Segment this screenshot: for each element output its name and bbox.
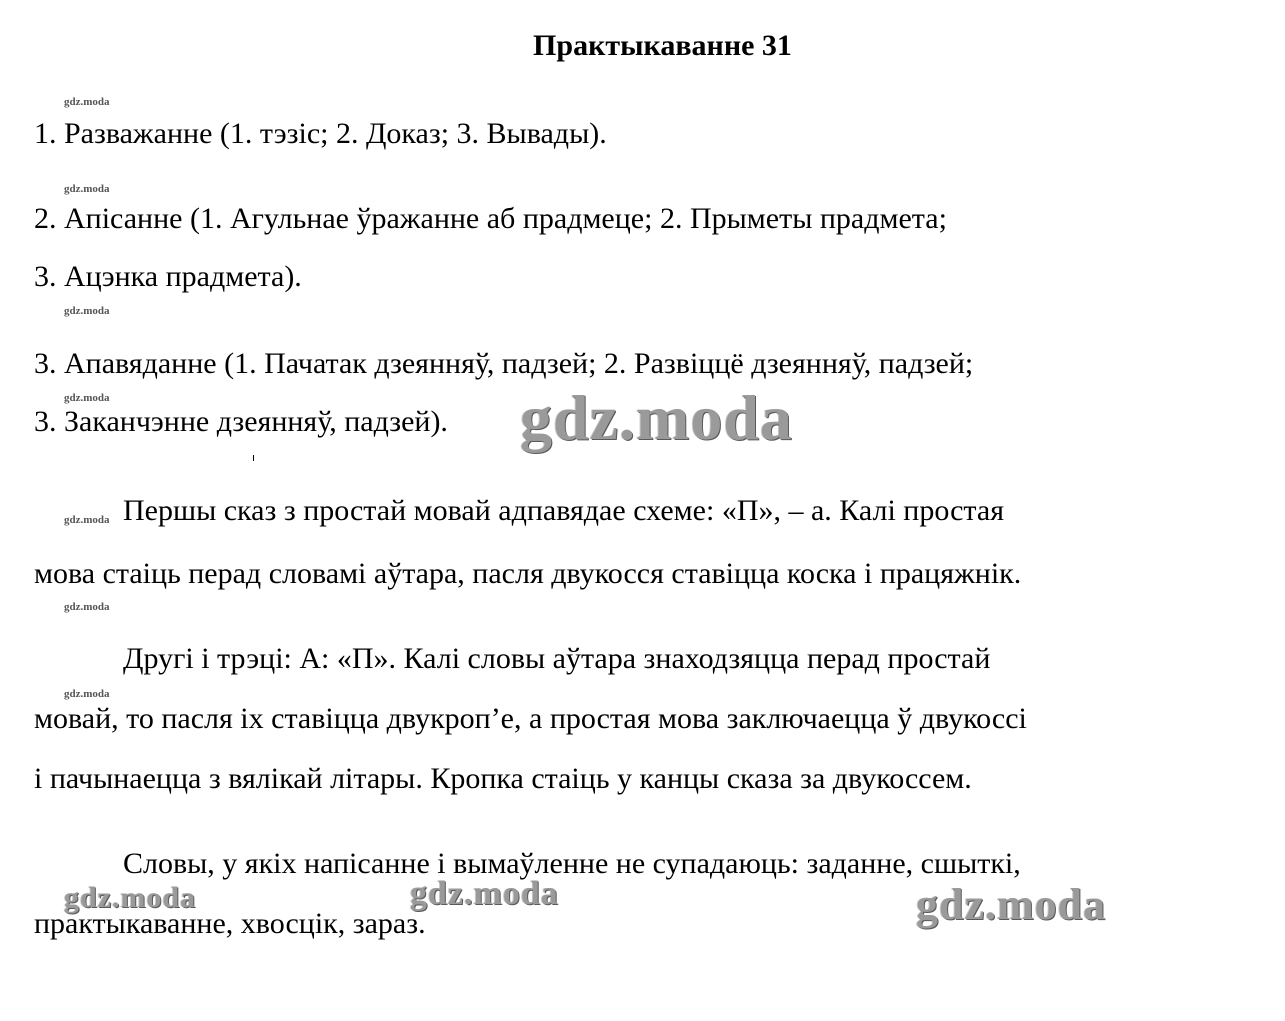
- text-line: Другі і трэці: А: «П». Калі словы аўтара знаходзяцца перад простай: [123, 642, 991, 675]
- text-line: і пачынаецца з вялікай літары. Кропка стаіць у канцы сказа за двукоссем.: [34, 762, 972, 795]
- watermark-large: gdz.moda: [520, 382, 793, 453]
- stray-mark: [253, 455, 254, 461]
- watermark-medium: gdz.moda: [410, 875, 559, 912]
- text-line: мова стаіць перад словамі аўтара, пасля двукосся ставіцца коска і працяжнік.: [34, 557, 1022, 590]
- watermark-small: gdz.moda: [64, 514, 110, 526]
- text-line: Словы, у якіх напісанне і вымаўленне не супадаюць: заданне, сшыткі,: [123, 847, 1021, 880]
- text-line: 3. Заканчэнне дзеянняў, падзей).: [34, 405, 448, 438]
- watermark-small: gdz.moda: [64, 183, 110, 195]
- watermark-medium: gdz.moda: [64, 881, 197, 914]
- watermark-medium: gdz.moda: [916, 880, 1107, 929]
- watermark-small: gdz.moda: [64, 96, 110, 108]
- watermark-small: gdz.moda: [64, 305, 110, 317]
- text-line: Першы сказ з простай мовай адпавядае схеме: «П», – а. Калі простая: [123, 494, 1005, 527]
- watermark-small: gdz.moda: [64, 392, 110, 404]
- text-line: 3. Апавяданне (1. Пачатак дзеянняў, падзей; 2. Развіццё дзеянняў, падзей;: [34, 347, 974, 380]
- watermark-small: gdz.moda: [64, 688, 110, 700]
- text-line: практыкаванне, хвосцік, зараз.: [34, 907, 426, 940]
- text-line: 2. Апісанне (1. Агульнае ўражанне аб прадмеце; 2. Прыметы прадмета;: [34, 202, 947, 235]
- watermark-small: gdz.moda: [64, 601, 110, 613]
- text-line: мовай, то пасля іх ставіцца двукроп’е, а простая мова заключаецца ў двукоссі: [34, 702, 1027, 735]
- text-line: 3. Ацэнка прадмета).: [34, 260, 302, 293]
- page-title: Практыкаванне 31: [533, 29, 792, 62]
- text-line: 1. Разважанне (1. тэзіс; 2. Доказ; 3. Вывады).: [34, 117, 607, 150]
